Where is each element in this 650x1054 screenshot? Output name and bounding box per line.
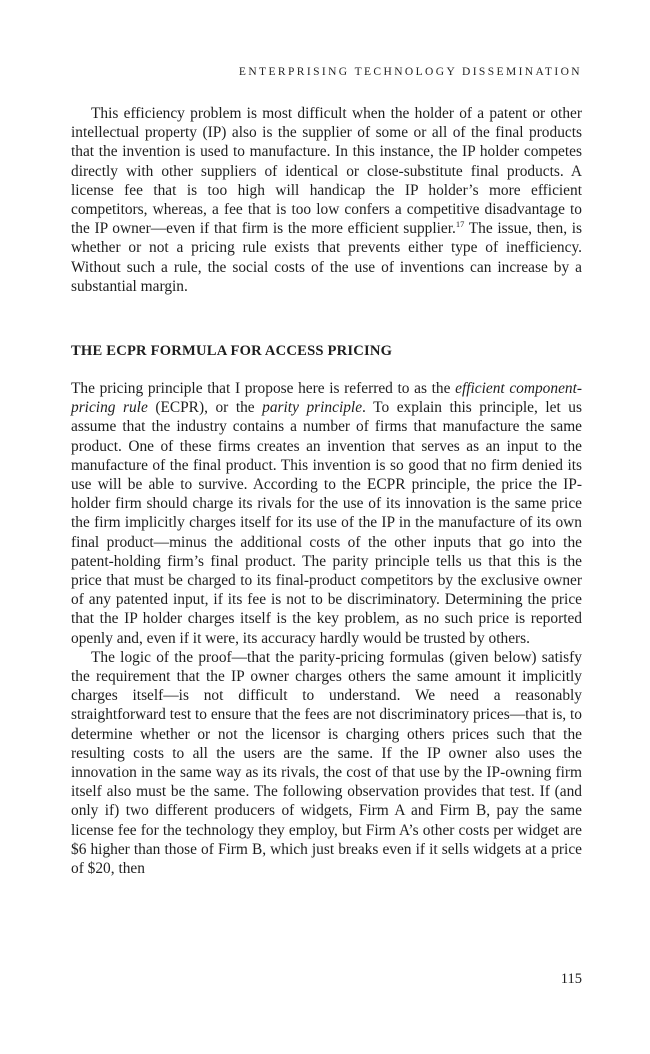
footnote-ref[interactable]: 17 xyxy=(455,219,465,230)
ecpr-text-1: The pricing principle that I propose here is referred to as the xyxy=(71,380,456,397)
running-head: ENTERPRISING TECHNOLOGY DISSEMINATION xyxy=(238,66,582,78)
ecpr-text-3: . To explain this principle, let us assume that the industry contains a number of firms that manufacture the same product. One of these firms creates an invention that serves as an input to the manufacture of the final product. This invention is so good that no firm denied its use will be able to survive. According to the ECPR principle, the price the IP-holder firm should charge its rivals for the use of its innovation is the same price the firm implicitly charges itself for its use of the IP in the manufacture of its own final product—minus the additional costs of the other inputs that go into the patent-holding firm’s final product. The parity principle tells us that this is the price that must be charged to its final-product competitors by the exclusive owner of any patented input, if its fee is not to be discriminatory. Determining the price that the IP holder charges itself is the key problem, as no such price is reported openly and, even if it were, its accuracy hardly would be trusted by others. xyxy=(71,399,582,647)
intro-section xyxy=(71,104,582,296)
main-section xyxy=(71,379,582,878)
parity-term-italic: parity principle xyxy=(262,399,363,417)
ecpr-paragraph xyxy=(71,379,582,648)
proof-paragraph: The logic of the proof—that the parity-pricing formulas (given below) satisfy the requirement that the IP owner charges others the same amount it implicitly charges itself—is not difficult to understand. We need a reasonably straightforward test to ensure that the fees are not discriminatory prices—that is, to determine whether or not the licensor is charging others prices such that the resulting costs to all the users are the same. If the IP owner also uses the innovation in the same way as its rivals, the cost of that use by the IP-owning firm itself also must be the same. The following observation provides that test. If (and only if) two different producers of widgets, Firm A and Firm B, pay the same license fee for the technology they employ, but Firm A’s other costs per widget are $6 higher than those of Firm B, which just breaks even if it sells widgets at a price of $20, then xyxy=(71,648,582,878)
book-page xyxy=(71,0,582,1054)
intro-paragraph xyxy=(71,104,582,296)
ecpr-term-italic: efficient component-pricing rule xyxy=(71,380,582,417)
section-heading: THE ECPR FORMULA FOR ACCESS PRICING xyxy=(71,343,393,359)
page-number: 115 xyxy=(560,971,582,987)
ecpr-text-2: (ECPR), or the xyxy=(147,399,263,417)
intro-text-cont: The issue, then, is whether or not a pricing rule exists that prevents either type of inefficiency. Without such a rule, the social costs of the use of inventions can increase by a substantial margin. xyxy=(71,220,582,295)
intro-text: This efficiency problem is most difficult when the holder of a patent or other intellectual property (IP) also is the supplier of some or all of the final products that the invention is used to manufacture. In this instance, the IP holder competes directly with other suppliers of identical or close-substitute final products. A license fee that is too high will handicap the IP holder’s more efficient competitors, whereas, a fee that is too low confers a competitive disadvantage to the IP owner—even if that firm is the more efficient supplier. xyxy=(71,105,582,238)
